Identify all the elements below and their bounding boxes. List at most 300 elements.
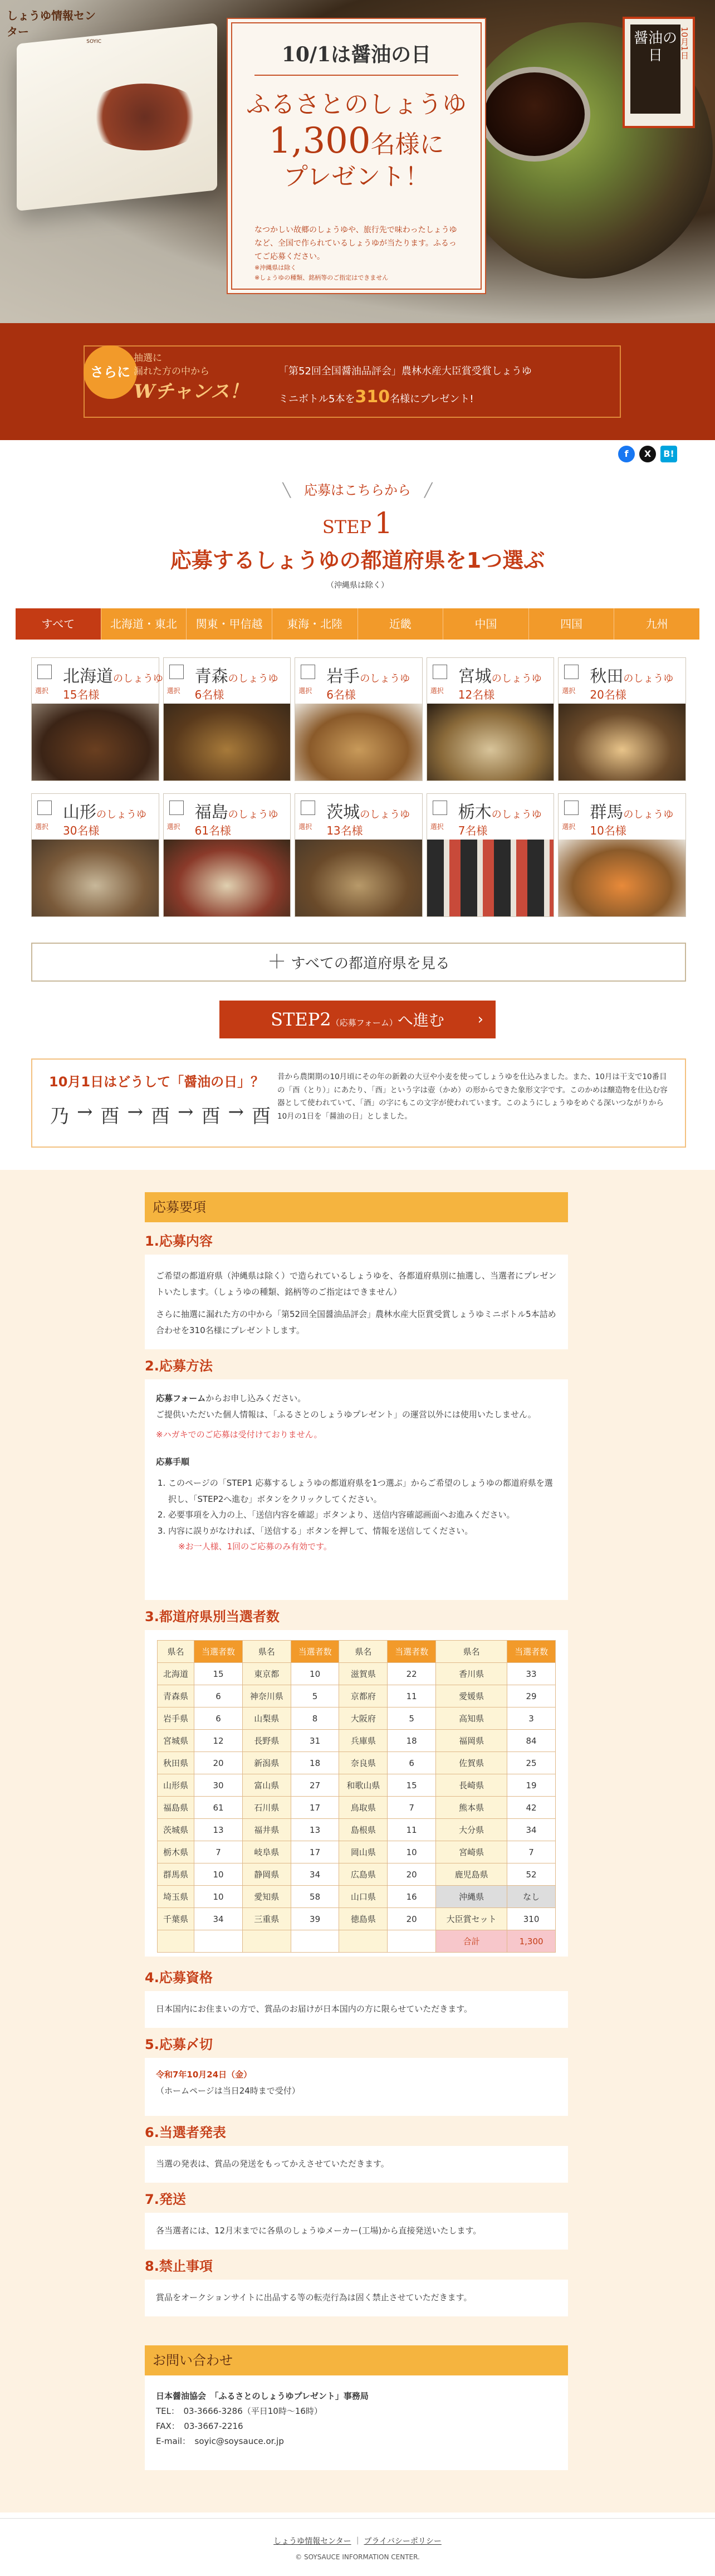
prefecture-cell: 埼玉県 — [158, 1886, 194, 1908]
tab-chugoku[interactable]: 中国 — [443, 608, 529, 640]
step1-note: （沖縄県は除く） — [326, 581, 389, 590]
total-value: 1,300 — [507, 1930, 556, 1953]
select-label: 選択 — [562, 823, 576, 831]
food-image — [164, 840, 291, 916]
kanji-evolution — [50, 1101, 271, 1128]
tab-kyushu[interactable]: 九州 — [614, 608, 699, 640]
count-cell: 6 — [194, 1707, 243, 1730]
select-checkbox[interactable] — [37, 665, 52, 679]
select-checkbox[interactable] — [433, 665, 447, 679]
food-image — [32, 840, 159, 916]
table-header: 県名 — [242, 1641, 291, 1663]
prefecture-name: 群馬 — [590, 803, 624, 822]
prefecture-cell: 香川県 — [436, 1663, 507, 1685]
headline-line-2: 名様に — [370, 130, 444, 159]
hero-notes — [254, 263, 458, 282]
w-chance-title: Wチャンス！ — [134, 380, 249, 403]
stamp-date: 10月1日 — [679, 27, 689, 60]
prefecture-suffix: のしょうゆ — [360, 673, 410, 685]
headline-line-1: ふるさとのしょうゆ — [246, 90, 467, 119]
prefecture-card[interactable] — [427, 657, 555, 781]
count-cell: 10 — [194, 1886, 243, 1908]
s6-title: 6.当選者発表 — [145, 2125, 226, 2140]
prefecture-cell: 佐賀県 — [436, 1752, 507, 1774]
table-row — [158, 1685, 556, 1707]
prefecture-name: 北海道 — [63, 667, 113, 686]
select-checkbox[interactable] — [169, 665, 184, 679]
divider — [254, 75, 458, 76]
step2-button[interactable] — [219, 1001, 496, 1038]
count-cell: 12 — [194, 1730, 243, 1752]
prefecture-count: 12名様 — [458, 688, 495, 701]
prefecture-name: 岩手 — [326, 667, 360, 686]
chevron-right-icon: › — [477, 1011, 483, 1028]
table-row — [158, 1841, 556, 1863]
select-checkbox[interactable] — [301, 665, 315, 679]
requirements-header: 応募要項 — [145, 1192, 568, 1222]
count-cell: 3 — [507, 1707, 556, 1730]
select-label: 選択 — [298, 687, 312, 695]
count-cell: 13 — [194, 1819, 243, 1841]
glyph: 酉 — [252, 1105, 271, 1128]
prefecture-suffix: のしょうゆ — [623, 809, 674, 821]
prefecture-cell: 宮城県 — [158, 1730, 194, 1752]
count-cell: 30 — [194, 1774, 243, 1797]
headline-line-3: プレゼント！ — [283, 162, 430, 191]
food-image — [32, 704, 159, 780]
count-cell: 33 — [507, 1663, 556, 1685]
hatena-icon[interactable]: B! — [660, 446, 677, 462]
s1-p2: さらに抽選に漏れた方の中から「第52回全国醤油品評会」農林水産大臣賞受賞しょうゆミニボトル5本詰め合わせを310名様にプレゼントします。 — [156, 1309, 556, 1335]
facebook-icon[interactable]: f — [618, 446, 635, 462]
table-header: 当選者数 — [194, 1641, 243, 1663]
prefecture-suffix: のしょうゆ — [228, 809, 278, 821]
s1-box — [145, 1255, 568, 1349]
table-row — [158, 1663, 556, 1685]
s3-title: 3.都道府県別当選者数 — [145, 1609, 280, 1624]
select-checkbox[interactable] — [564, 801, 579, 815]
show-all-prefectures-button[interactable] — [31, 943, 686, 982]
prefecture-cell: 鳥取県 — [339, 1797, 388, 1819]
prefecture-cell: 大臣賞セット — [436, 1908, 507, 1930]
food-image — [295, 704, 422, 780]
prefecture-cell: 山梨県 — [242, 1707, 291, 1730]
footer-link-center[interactable]: しょうゆ情報センター — [273, 2537, 351, 2546]
prefecture-name: 山形 — [63, 803, 96, 822]
hero-note-1: ※沖縄県は除く — [254, 264, 297, 271]
count-cell: 20 — [194, 1752, 243, 1774]
glyph: 酉 — [100, 1105, 120, 1128]
apply-here-text: 応募はこちらから — [304, 482, 411, 498]
step1-label — [0, 507, 715, 540]
total-label: 合計 — [436, 1930, 507, 1953]
x-icon[interactable]: X — [639, 446, 656, 462]
s2-step: 3. 内容に誤りがなければ、「送信する」ボタンを押して、情報を送信してください。 — [168, 1523, 557, 1539]
s4-text: 日本国内にお住まいの方で、賞品のお届けが日本国内の方に限らせていただきます。 — [145, 1991, 568, 2028]
w-right-line-1: 「第52回全国醤油品評会」農林水産大臣賞受賞しょうゆ — [278, 365, 532, 377]
food-image — [164, 704, 291, 780]
table-row — [158, 1863, 556, 1886]
empty-cell — [388, 1930, 436, 1953]
table-row — [158, 1774, 556, 1797]
contact-tel: TEL： 03-3666-3286（平日10時〜16時） — [156, 2406, 322, 2416]
contact-box — [145, 2375, 568, 2470]
why-text: 昔から農閑期の10月頃にその年の新穀の大豆や小麦を使ってしょうゆを仕込みました。また、10月は干支で10番目の「酉（とり）」にあたり、「酉」という字は壺（かめ）の形からできた象形文字です。このかめは醸造物を仕込む容器として使われていて、「酒」の字にもこの文字が使われています。このようにしょうゆをめぐる深いつながりから10月の1日を「醤油の日」としました。 — [277, 1072, 668, 1121]
count-cell: 11 — [388, 1819, 436, 1841]
prefecture-cell: 岡山県 — [339, 1841, 388, 1863]
prefecture-card[interactable] — [163, 657, 291, 781]
glyph: 乃 — [50, 1105, 69, 1128]
prefecture-name: 秋田 — [590, 667, 624, 686]
apply-here: ╲ 応募はこちらから ╱ — [282, 482, 433, 498]
select-checkbox[interactable] — [564, 665, 579, 679]
prefecture-count: 7名様 — [458, 824, 488, 837]
prefecture-cell: 静岡県 — [242, 1863, 291, 1886]
plus-icon: ＋ — [267, 951, 287, 973]
select-label: 選択 — [166, 823, 180, 831]
select-checkbox[interactable] — [37, 801, 52, 815]
prefecture-card[interactable] — [427, 793, 555, 917]
select-label: 選択 — [298, 823, 312, 831]
tab-hokkaido-tohoku[interactable]: 北海道・東北 — [101, 608, 187, 640]
step-word: STEP — [322, 516, 371, 538]
table-header: 当選者数 — [507, 1641, 556, 1663]
logo-sub: SOYIC — [86, 39, 101, 45]
food-image — [427, 704, 554, 780]
w-right-pre: ミニボトル5本を — [278, 393, 355, 406]
prefecture-cell: 岩手県 — [158, 1707, 194, 1730]
count-cell: 310 — [507, 1908, 556, 1930]
s4-title: 4.応募資格 — [145, 1970, 213, 1985]
table-total-row — [158, 1930, 556, 1953]
prefecture-suffix: のしょうゆ — [360, 809, 410, 821]
count-cell: 19 — [507, 1774, 556, 1797]
s2-title: 2.応募方法 — [145, 1358, 213, 1374]
w-line-1: 抽選に — [134, 353, 162, 364]
count-cell: 25 — [507, 1752, 556, 1774]
empty-cell — [158, 1930, 194, 1953]
s2-steps — [156, 1475, 557, 1539]
count-cell: 16 — [388, 1886, 436, 1908]
prefecture-card[interactable] — [558, 657, 686, 781]
footer-link-privacy[interactable]: プライバシーポリシー — [364, 2537, 442, 2546]
count-cell: 13 — [291, 1819, 339, 1841]
prefecture-cell: 長崎県 — [436, 1774, 507, 1797]
step1-title: 応募するしょうゆの都道府県を1つ選ぶ — [170, 548, 545, 573]
hero-banner — [0, 0, 715, 323]
count-cell: 27 — [291, 1774, 339, 1797]
hero-card — [231, 22, 482, 290]
prefecture-suffix: のしょうゆ — [228, 673, 278, 685]
step2-sub: （応募フォーム） — [331, 1018, 398, 1028]
table-header-row — [158, 1641, 556, 1663]
count-cell: 5 — [388, 1707, 436, 1730]
prefecture-card[interactable] — [295, 793, 423, 917]
prefecture-cell: 広島県 — [339, 1863, 388, 1886]
soy-sauce-image — [84, 84, 206, 150]
count-cell: 18 — [388, 1730, 436, 1752]
prefecture-cell: 東京都 — [242, 1663, 291, 1685]
prefecture-cell: 山形県 — [158, 1774, 194, 1797]
prefecture-cell: 福島県 — [158, 1797, 194, 1819]
s5-title: 5.応募〆切 — [145, 2037, 213, 2052]
table-row — [158, 1886, 556, 1908]
count-cell: 42 — [507, 1797, 556, 1819]
count-cell: 6 — [388, 1752, 436, 1774]
select-label: 選択 — [430, 687, 444, 695]
s2-step: 1. このページの「STEP1 応募するしょうゆの都道府県を1つ選ぶ」からご希望のしょうゆの都道府県を選択し、「STEP2へ進む」ボタンをクリックしてください。 — [168, 1475, 557, 1507]
contact-fax: FAX： 03-3667-2216 — [156, 2421, 243, 2431]
table-row — [158, 1707, 556, 1730]
count-cell: 7 — [388, 1797, 436, 1819]
glyph: 酉 — [201, 1105, 221, 1128]
prefecture-cell: 長野県 — [242, 1730, 291, 1752]
count-cell: 15 — [194, 1663, 243, 1685]
food-image — [559, 840, 685, 916]
s2-once: ※お一人様、1回のご応募のみ有効です。 — [178, 1541, 332, 1552]
count-cell: 10 — [388, 1841, 436, 1863]
food-image — [559, 704, 685, 780]
prefecture-cell: 兵庫県 — [339, 1730, 388, 1752]
count-cell: 34 — [291, 1863, 339, 1886]
contact-header: お問い合わせ — [145, 2345, 568, 2375]
prefecture-cell: 栃木県 — [158, 1841, 194, 1863]
prefecture-count: 6名様 — [326, 688, 356, 701]
count-cell: 20 — [388, 1908, 436, 1930]
hero-description: なつかしい故郷のしょうゆや、旅行先で味わったしょうゆなど、全国で作られているしょうゆが当たります。ふるってご応募ください。 — [254, 226, 457, 261]
s5-note: （ホームページは当日24時まで受付） — [156, 2085, 300, 2096]
soy-day-stamp — [623, 17, 695, 128]
why-title: 10月1日はどうして「醤油の日」？ — [49, 1074, 265, 1090]
count-cell: 8 — [291, 1707, 339, 1730]
prefecture-cell: 千葉県 — [158, 1908, 194, 1930]
prefecture-cell: 大分県 — [436, 1819, 507, 1841]
hero-headline — [232, 90, 481, 192]
prefecture-count: 20名様 — [590, 688, 626, 701]
count-cell: 17 — [291, 1841, 339, 1863]
empty-cell — [242, 1930, 291, 1953]
prefecture-cell: 奈良県 — [339, 1752, 388, 1774]
s2-proc-title: 応募手順 — [156, 1456, 190, 1467]
logo-text: しょうゆ情報センター — [7, 9, 96, 38]
tab-kanto[interactable]: 関東・甲信越 — [187, 608, 272, 640]
footer-links — [0, 2535, 715, 2546]
table-row — [158, 1730, 556, 1752]
count-cell: 29 — [507, 1685, 556, 1707]
prefecture-cell: 滋賀県 — [339, 1663, 388, 1685]
prefecture-name: 福島 — [194, 803, 228, 822]
table-header: 県名 — [436, 1641, 507, 1663]
s5-box — [145, 2058, 568, 2116]
s2-step: 2. 必要事項を入力の上、「送信内容を確認」ボタンより、送信内容確認画面へお進みください。 — [168, 1507, 557, 1523]
tab-all[interactable]: すべて — [16, 608, 101, 640]
prefecture-count: 61名様 — [194, 824, 232, 837]
count-cell: 20 — [388, 1863, 436, 1886]
prefecture-grid — [31, 657, 686, 917]
step2-label: STEP2 — [271, 1009, 331, 1030]
prefecture-suffix: のしょうゆ — [491, 809, 542, 821]
table-row — [158, 1908, 556, 1930]
tab-shikoku[interactable]: 四国 — [529, 608, 615, 640]
prefecture-cell: 京都府 — [339, 1685, 388, 1707]
prefecture-cell: 岐阜県 — [242, 1841, 291, 1863]
hero-note-2: ※しょうゆの種類、銘柄等のご指定はできません — [254, 274, 389, 281]
sara-badge: さらに — [84, 345, 137, 399]
prefecture-suffix: のしょうゆ — [96, 809, 146, 821]
prefecture-count: 6名様 — [194, 688, 224, 701]
prefecture-cell: 福井県 — [242, 1819, 291, 1841]
prefecture-card[interactable] — [31, 793, 159, 917]
contact-email[interactable]: E-mail： soyic@soysauce.or.jp — [156, 2436, 284, 2446]
select-label: 選択 — [562, 687, 576, 695]
stamp-main: 醤油の日 — [630, 25, 680, 114]
s2-nopost: ※ハガキでのご応募は受付けておりません。 — [156, 1430, 322, 1440]
prefecture-cell: 群馬県 — [158, 1863, 194, 1886]
prefecture-card[interactable] — [295, 657, 423, 781]
count-cell: 7 — [194, 1841, 243, 1863]
select-checkbox[interactable] — [301, 801, 315, 815]
prefecture-cell: 茨城県 — [158, 1819, 194, 1841]
count-cell: 39 — [291, 1908, 339, 1930]
s7-title: 7.発送 — [145, 2192, 186, 2207]
tab-tokai[interactable]: 東海・北陸 — [272, 608, 358, 640]
arrow-icon: → — [228, 1101, 244, 1123]
count-cell: 84 — [507, 1730, 556, 1752]
headline-number: 1,300 — [268, 120, 371, 162]
prefecture-cell: 石川県 — [242, 1797, 291, 1819]
count-cell: 31 — [291, 1730, 339, 1752]
empty-cell — [339, 1930, 388, 1953]
prefecture-cell: 愛媛県 — [436, 1685, 507, 1707]
empty-cell — [291, 1930, 339, 1953]
glyph: 酉 — [151, 1105, 170, 1128]
prefecture-card[interactable] — [558, 793, 686, 917]
table-header: 当選者数 — [291, 1641, 339, 1663]
empty-cell — [194, 1930, 243, 1953]
prefecture-cell: 三重県 — [242, 1908, 291, 1930]
count-cell: 5 — [291, 1685, 339, 1707]
prefecture-cell: 高知県 — [436, 1707, 507, 1730]
select-checkbox[interactable] — [433, 801, 447, 815]
show-all-label: すべての都道府県を見る — [291, 955, 450, 972]
count-cell: 15 — [388, 1774, 436, 1797]
select-label: 選択 — [166, 687, 180, 695]
select-label: 選択 — [35, 687, 49, 695]
count-cell: 10 — [194, 1863, 243, 1886]
count-cell: 58 — [291, 1886, 339, 1908]
table-header: 県名 — [158, 1641, 194, 1663]
prefecture-count: 15名様 — [63, 688, 100, 701]
step2-post: へ進む — [397, 1011, 444, 1030]
prefecture-cell: 島根県 — [339, 1819, 388, 1841]
prefecture-cell: 福岡県 — [436, 1730, 507, 1752]
count-cell: 10 — [291, 1663, 339, 1685]
prefecture-count: 30名様 — [63, 824, 100, 837]
table-row — [158, 1752, 556, 1774]
s8-title: 8.禁止事項 — [145, 2258, 213, 2274]
prefecture-cell: 新潟県 — [242, 1752, 291, 1774]
count-cell: 18 — [291, 1752, 339, 1774]
s7-text: 各当選者には、12月末までに各県のしょうゆメーカー(工場)から直接発送いたします。 — [145, 2213, 568, 2250]
prefecture-name: 茨城 — [326, 803, 360, 822]
s1-title: 1.応募内容 — [145, 1233, 213, 1249]
prefecture-cell: 熊本県 — [436, 1797, 507, 1819]
prefecture-cell: 秋田県 — [158, 1752, 194, 1774]
count-cell: 34 — [194, 1908, 243, 1930]
s8-text: 賞品をオークションサイトに出品する等の転売行為は固く禁止させていただきます。 — [145, 2280, 568, 2316]
prefecture-cell: 青森県 — [158, 1685, 194, 1707]
table-header: 当選者数 — [388, 1641, 436, 1663]
contact-org: 日本醤油協会 「ふるさとのしょうゆプレゼント」事務局 — [156, 2391, 369, 2401]
prefecture-suffix: のしょうゆ — [623, 673, 674, 685]
w-chance-banner — [0, 323, 715, 440]
copyright: © SOYSAUCE INFORMATION CENTER. — [295, 2553, 420, 2561]
prefecture-cell: 富山県 — [242, 1774, 291, 1797]
count-cell: 22 — [388, 1663, 436, 1685]
s2-box — [145, 1379, 568, 1600]
s2-privacy: ご提供いただいた個人情報は、「ふるさとのしょうゆプレゼント」の運営以外には使用いたしません。 — [156, 1409, 536, 1419]
winners-table — [157, 1640, 556, 1953]
w-chance-right — [278, 362, 532, 413]
count-cell: 17 — [291, 1797, 339, 1819]
table-row — [158, 1819, 556, 1841]
prefecture-suffix: のしょうゆ — [491, 673, 542, 685]
prefecture-name: 宮城 — [458, 667, 492, 686]
select-checkbox[interactable] — [169, 801, 184, 815]
prefecture-count: 10名様 — [590, 824, 626, 837]
w-right-post: 名様にプレゼント! — [390, 393, 474, 406]
hero-date-heading: 10/1は醤油の日 — [281, 43, 432, 66]
prefecture-cell: 神奈川県 — [242, 1685, 291, 1707]
w-right-number: 310 — [355, 387, 390, 407]
prefecture-card[interactable] — [31, 657, 163, 781]
footer — [0, 2518, 715, 2576]
count-cell: 11 — [388, 1685, 436, 1707]
s2-form-text: からお申し込みください。 — [205, 1393, 306, 1403]
select-label: 選択 — [430, 823, 444, 831]
prefecture-cell: 徳島県 — [339, 1908, 388, 1930]
prefecture-cell: 北海道 — [158, 1663, 194, 1685]
region-tabs — [16, 608, 699, 640]
tab-kinki[interactable]: 近畿 — [358, 608, 444, 640]
prefecture-card[interactable] — [163, 793, 291, 917]
prefecture-name: 栃木 — [458, 803, 492, 822]
count-cell: 6 — [194, 1685, 243, 1707]
s6-text: 当選の発表は、賞品の発送をもってかえさせていただきます。 — [145, 2146, 568, 2183]
site-logo[interactable] — [7, 7, 101, 45]
table-row — [158, 1797, 556, 1819]
table-header: 県名 — [339, 1641, 388, 1663]
why-soy-day-box — [31, 1058, 686, 1148]
prefecture-suffix: のしょうゆ — [113, 673, 163, 685]
prefecture-cell: 山口県 — [339, 1886, 388, 1908]
form-link[interactable]: 応募フォーム — [156, 1393, 206, 1403]
prefecture-cell: 大阪府 — [339, 1707, 388, 1730]
count-cell: なし — [507, 1886, 556, 1908]
prefecture-cell: 愛知県 — [242, 1886, 291, 1908]
prefecture-cell: 宮崎県 — [436, 1841, 507, 1863]
step-number: 1 — [374, 507, 393, 540]
s5-date: 令和7年10月24日（金） — [156, 2070, 252, 2080]
count-cell: 34 — [507, 1819, 556, 1841]
prefecture-name: 青森 — [194, 667, 228, 686]
count-cell: 52 — [507, 1863, 556, 1886]
footer-separator: ｜ — [354, 2537, 362, 2546]
food-image — [295, 840, 422, 916]
arrow-icon: → — [127, 1101, 143, 1123]
count-cell: 61 — [194, 1797, 243, 1819]
count-cell: 7 — [507, 1841, 556, 1863]
